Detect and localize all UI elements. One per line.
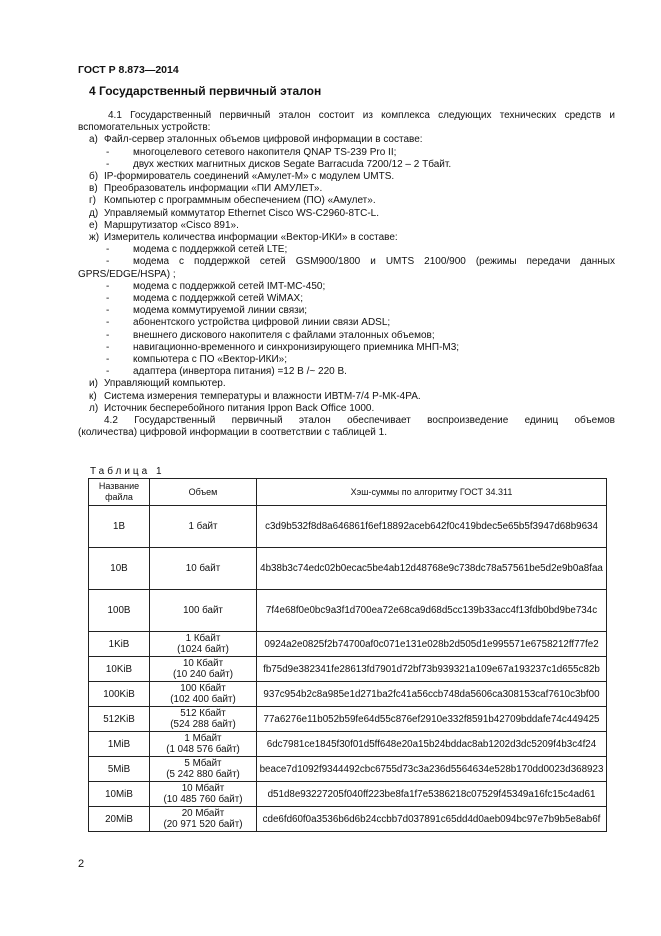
table-header-row: [89, 479, 607, 506]
cell-file-name: 10MiB: [89, 782, 150, 807]
cell-file-name: 512KiB: [89, 707, 150, 732]
list-item: в) Преобразователь информации «ПИ АМУЛЕТ».: [89, 183, 323, 195]
table-row: [89, 807, 607, 832]
cell-size: 512 Кбайт (524 288 байт): [150, 707, 257, 732]
cell-file-name: 1KiB: [89, 632, 150, 657]
table-row: [89, 682, 607, 707]
list-item: ж) Измеритель количества информации «Вектор-ИКИ» в составе:: [89, 232, 398, 244]
sub-list-item: - навигационно-временного и синхронизирующего приемника МНП-М3;: [106, 341, 460, 353]
table-row: [89, 506, 607, 548]
cell-size: 100 Кбайт (102 400 байт): [150, 682, 257, 707]
cell-hash: 4b38b3c74edc02b0ecac5be4ab12d48768e9c738dc78a57561be5d2e9b0a8faa: [257, 548, 607, 590]
list-item: б) IP-формирователь соединений «Амулет-М» с модулем UMTS.: [89, 171, 395, 183]
table-caption: Таблица 1: [90, 466, 165, 477]
cell-hash: c3d9b532f8d8a646861f6ef18892aceb642f0c419bdec5e65b5f3947d68b9634: [257, 506, 607, 548]
paragraph-4-2-line: (количества) цифровой информации в соответствии с таблицей 1.: [78, 427, 387, 439]
table-row: [89, 757, 607, 782]
table-row: [89, 657, 607, 682]
table-row: [89, 732, 607, 757]
column-header-size: Объем: [150, 479, 257, 506]
cell-size: 20 Мбайт (20 971 520 байт): [150, 807, 257, 832]
cell-file-name: 10KiB: [89, 657, 150, 682]
sub-list-item: - адаптера (инвертора питания) =12 В /~ 220 В.: [106, 366, 347, 378]
table-body: [89, 506, 607, 832]
cell-size: 5 Мбайт (5 242 880 байт): [150, 757, 257, 782]
cell-size: 10 байт: [150, 548, 257, 590]
cell-file-name: 100B: [89, 590, 150, 632]
cell-file-name: 20MiB: [89, 807, 150, 832]
page-number: 2: [78, 858, 85, 870]
cell-size: 10 Мбайт (10 485 760 байт): [150, 782, 257, 807]
table-row: [89, 782, 607, 807]
intro-line: 4.1 Государственный первичный эталон состоит из комплекса следующих технических средств и: [108, 110, 615, 121]
cell-hash: 6dc7981ce1845f30f01d5ff648e20a15b24bddac8ab1202d3dc5209f4b3c4f24: [257, 732, 607, 757]
column-header-name: Название файла: [89, 479, 150, 506]
cell-hash: 0924a2e0825f2b74700af0c071e131e028b2d505d1e995571e6758212ff77fe2: [257, 632, 607, 657]
cell-file-name: 1MiB: [89, 732, 150, 757]
sub-list-item: - многоцелевого сетевого накопителя QNAP TS-239 Pro II;: [106, 146, 397, 158]
list-item: д) Управляемый коммутатор Ethernet Cisco WS-C2960-8TC-L.: [89, 207, 380, 219]
cell-hash: 77a6276e11b052b59fe64d55c876ef2910e332f8591b42709bddafe74c449425: [257, 707, 607, 732]
table-row: [89, 548, 607, 590]
cell-hash: fb75d9e382341fe28613fd7901d72bf73b939321a109e67a193237c1d655c82b: [257, 657, 607, 682]
sub-list-item: - модема с поддержкой сетей LTE;: [106, 244, 288, 256]
list-item: г) Компьютер с программным обеспечением (ПО) «Амулет».: [89, 195, 376, 207]
table-row: [89, 590, 607, 632]
hash-table: [88, 478, 607, 832]
sub-list-item: - внешнего дискового накопителя с файлами эталонных объемов;: [106, 329, 435, 341]
cell-hash: beace7d1092f9344492cbc6755d73c3a236d5564634e528b170dd0023d368923: [257, 757, 607, 782]
table-row: [89, 707, 607, 732]
sub-list-item: - абонентского устройства цифровой линии связи ADSL;: [106, 317, 391, 329]
column-header-hash: Хэш-суммы по алгоритму ГОСТ 34.311: [257, 479, 607, 506]
cell-file-name: 5MiB: [89, 757, 150, 782]
sub-list-item: - модема с поддержкой сетей GSM900/1800 и UMTS 2100/900 (режимы передачи данных: [106, 256, 615, 268]
list-item: е) Маршрутизатор «Cisco 891».: [89, 219, 239, 231]
list-item: а) Файл-сервер эталонных объемов цифровой информации в составе:: [89, 134, 423, 146]
section-title: 4 Государственный первичный эталон: [89, 84, 322, 98]
cell-size: 100 байт: [150, 590, 257, 632]
cell-hash: d51d8e93227205f040ff223be8fa1f7e5386218c07529f45349a16fc15c4ad61: [257, 782, 607, 807]
cell-hash: cde6fd60f0a3536b6d6b24ccbb7d037891c65dd4d0aeb094bc97e7b9b5e8ab6f: [257, 807, 607, 832]
list-item: л) Источник бесперебойного питания Ippon Back Office 1000.: [89, 402, 375, 414]
sub-list-item: - модема с поддержкой сетей IMT-MC-450;: [106, 280, 326, 292]
section-body: [78, 110, 615, 439]
sub-list-item: - компьютера с ПО «Вектор-ИКИ»;: [106, 354, 288, 366]
table-row: [89, 632, 607, 657]
paragraph-4-2-line: 4.2 Государственный первичный эталон обеспечивает воспроизведение единиц объемов: [104, 415, 615, 427]
cell-size: 10 Кбайт (10 240 байт): [150, 657, 257, 682]
cell-file-name: 100KiB: [89, 682, 150, 707]
sub-list-item: - модема с поддержкой сетей WiMAX;: [106, 293, 303, 305]
cell-file-name: 1B: [89, 506, 150, 548]
list-item: и) Управляющий компьютер.: [89, 378, 226, 390]
sub-list-item: - модема коммутируемой линии связи;: [106, 305, 308, 317]
sub-list-item: - двух жестких магнитных дисков Segate Barracuda 7200/12 – 2 Тбайт.: [106, 158, 452, 170]
intro-line: вспомогательных устройств:: [78, 122, 211, 134]
cell-file-name: 10B: [89, 548, 150, 590]
sub-list-item-continuation: GPRS/EDGE/HSPA) ;: [78, 268, 176, 280]
cell-size: 1 байт: [150, 506, 257, 548]
list-item: к) Система измерения температуры и влажности ИВТМ-7/4 Р-МК-4РА.: [89, 390, 421, 402]
cell-size: 1 Мбайт (1 048 576 байт): [150, 732, 257, 757]
document-header: ГОСТ Р 8.873—2014: [78, 64, 179, 76]
cell-size: 1 Кбайт (1024 байт): [150, 632, 257, 657]
cell-hash: 937c954b2c8a985e1d271ba2fc41a56ccb748da5606ca308153caf7610c3bf00: [257, 682, 607, 707]
cell-hash: 7f4e68f0e0bc9a3f1d700ea72e68ca9d68d5cc139b33acc4f13fdb0bd9be734c: [257, 590, 607, 632]
